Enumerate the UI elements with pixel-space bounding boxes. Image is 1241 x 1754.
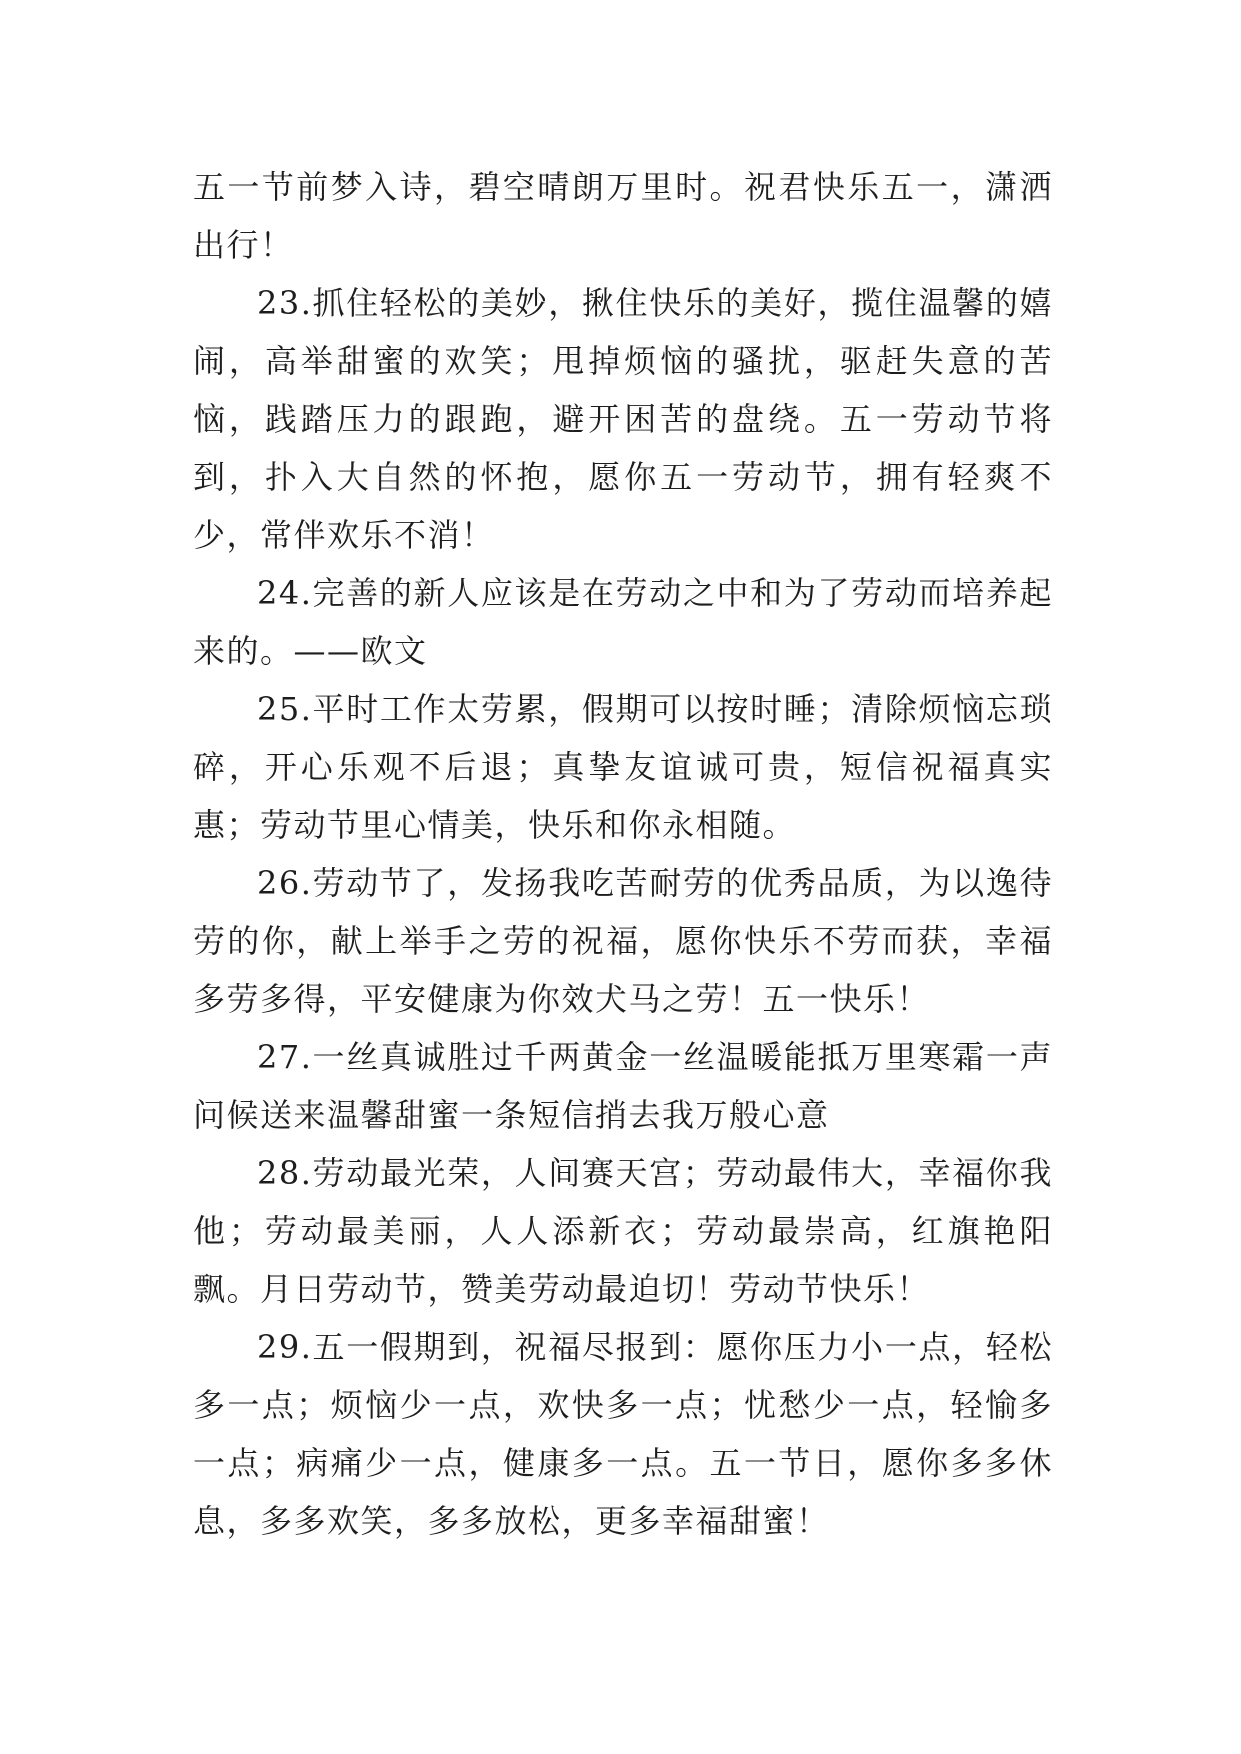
- paragraph-29: 29.五一假期到，祝福尽报到：愿你压力小一点，轻松多一点；烦恼少一点，欢快多一点；忧愁少一点，轻愉多一点；病痛少一点，健康多一点。五一节日，愿你多多休息，多多欢笑，多多放松，更多幸福甜蜜！: [193, 1328, 1053, 1540]
- paragraph-23: 23.抓住轻松的美妙，揪住快乐的美好，揽住温馨的嬉闹，高举甜蜜的欢笑；甩掉烦恼的骚扰，驱赶失意的苦恼，践踏压力的跟跑，避开困苦的盘绕。五一劳动节将到，扑入大自然的怀抱，愿你五一劳动节，拥有轻爽不少，常伴欢乐不消！: [193, 284, 1053, 554]
- paragraph-28: 28.劳动最光荣，人间赛天宫；劳动最伟大，幸福你我他；劳动最美丽，人人添新衣；劳动最崇高，红旗艳阳飘。月日劳动节，赞美劳动最迫切！劳动节快乐！: [193, 1154, 1053, 1308]
- document-body: [193, 158, 1053, 1550]
- paragraph-26: 26.劳动节了，发扬我吃苦耐劳的优秀品质，为以逸待劳的你，献上举手之劳的祝福，愿你快乐不劳而获，幸福多劳多得，平安健康为你效犬马之劳！五一快乐！: [193, 864, 1053, 1018]
- paragraph-continued: 五一节前梦入诗，碧空晴朗万里时。祝君快乐五一，潇洒出行！: [193, 168, 1053, 264]
- paragraph-25: 25.平时工作太劳累，假期可以按时睡；清除烦恼忘琐碎，开心乐观不后退；真挚友谊诚可贵，短信祝福真实惠；劳动节里心情美，快乐和你永相随。: [193, 690, 1053, 844]
- paragraph-24: 24.完善的新人应该是在劳动之中和为了劳动而培养起来的。——欧文: [193, 574, 1053, 670]
- paragraph-27: 27.一丝真诚胜过千两黄金一丝温暖能抵万里寒霜一声问候送来温馨甜蜜一条短信捎去我万般心意: [193, 1038, 1053, 1134]
